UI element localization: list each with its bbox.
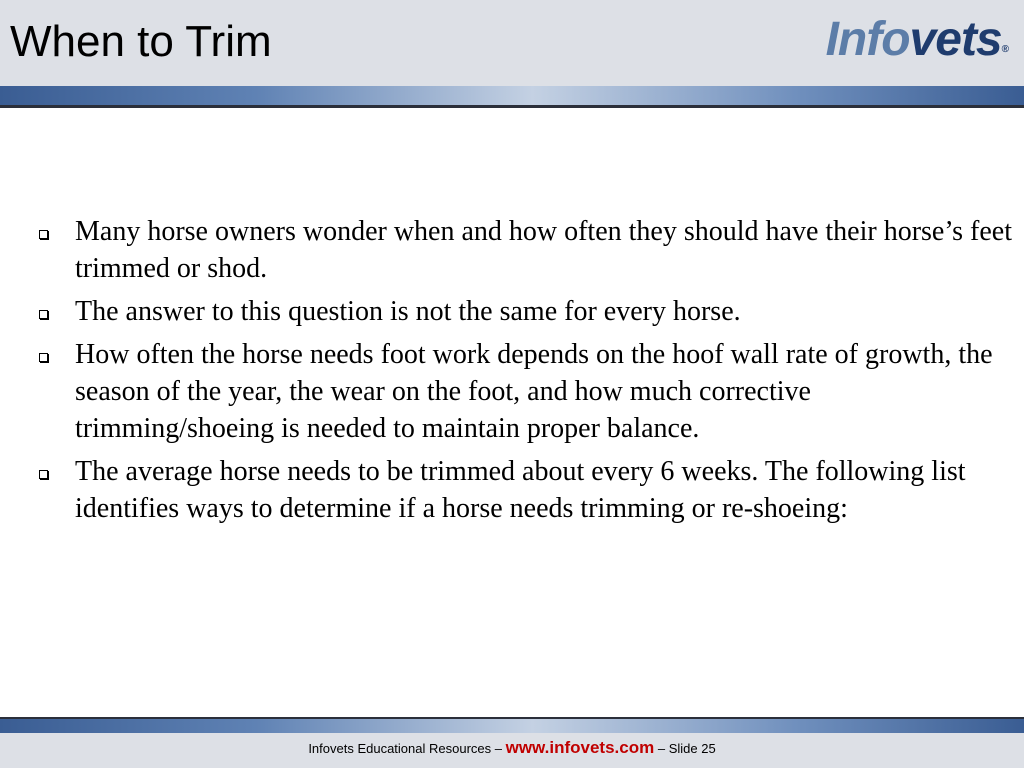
logo-text-vets: vets bbox=[909, 13, 1002, 66]
bullet-text: Many horse owners wonder when and how often they should have their horse’s feet trimmed or shod. bbox=[75, 216, 1012, 284]
footer-gradient-bar bbox=[0, 717, 1024, 733]
footer-prefix: Infovets Educational Resources – bbox=[308, 741, 502, 756]
bullet-list bbox=[38, 213, 1013, 527]
website-link[interactable]: www.infovets.com bbox=[505, 738, 655, 757]
bullet-text: How often the horse needs foot work depends on the hoof wall rate of growth, the season of the year, the wear on the foot, and how much corrective trimming/shoeing is needed to maintain proper balance. bbox=[75, 339, 993, 444]
slide-footer bbox=[0, 733, 1024, 768]
square-bullet-icon bbox=[39, 310, 48, 319]
registered-mark: ® bbox=[1001, 44, 1008, 55]
square-bullet-icon bbox=[39, 230, 48, 239]
bullet-item bbox=[38, 293, 1013, 330]
slide-header bbox=[0, 0, 1024, 86]
bullet-item bbox=[38, 213, 1013, 287]
square-bullet-icon bbox=[39, 353, 48, 362]
footer-text bbox=[0, 739, 1024, 758]
bullet-text: The average horse needs to be trimmed about every 6 weeks. The following list identifies ways to determine if a horse needs trimming or re-shoeing: bbox=[75, 456, 966, 524]
footer-slide-number: – Slide 25 bbox=[657, 741, 716, 756]
infovets-logo bbox=[826, 12, 1008, 68]
bullet-item bbox=[38, 453, 1013, 527]
slide-content bbox=[38, 213, 1013, 533]
slide-title: When to Trim bbox=[10, 17, 272, 66]
bullet-text: The answer to this question is not the same for every horse. bbox=[75, 296, 741, 327]
bullet-item bbox=[38, 336, 1013, 447]
header-gradient-bar bbox=[0, 86, 1024, 108]
square-bullet-icon bbox=[39, 470, 48, 479]
logo-text-info: Info bbox=[825, 13, 910, 66]
